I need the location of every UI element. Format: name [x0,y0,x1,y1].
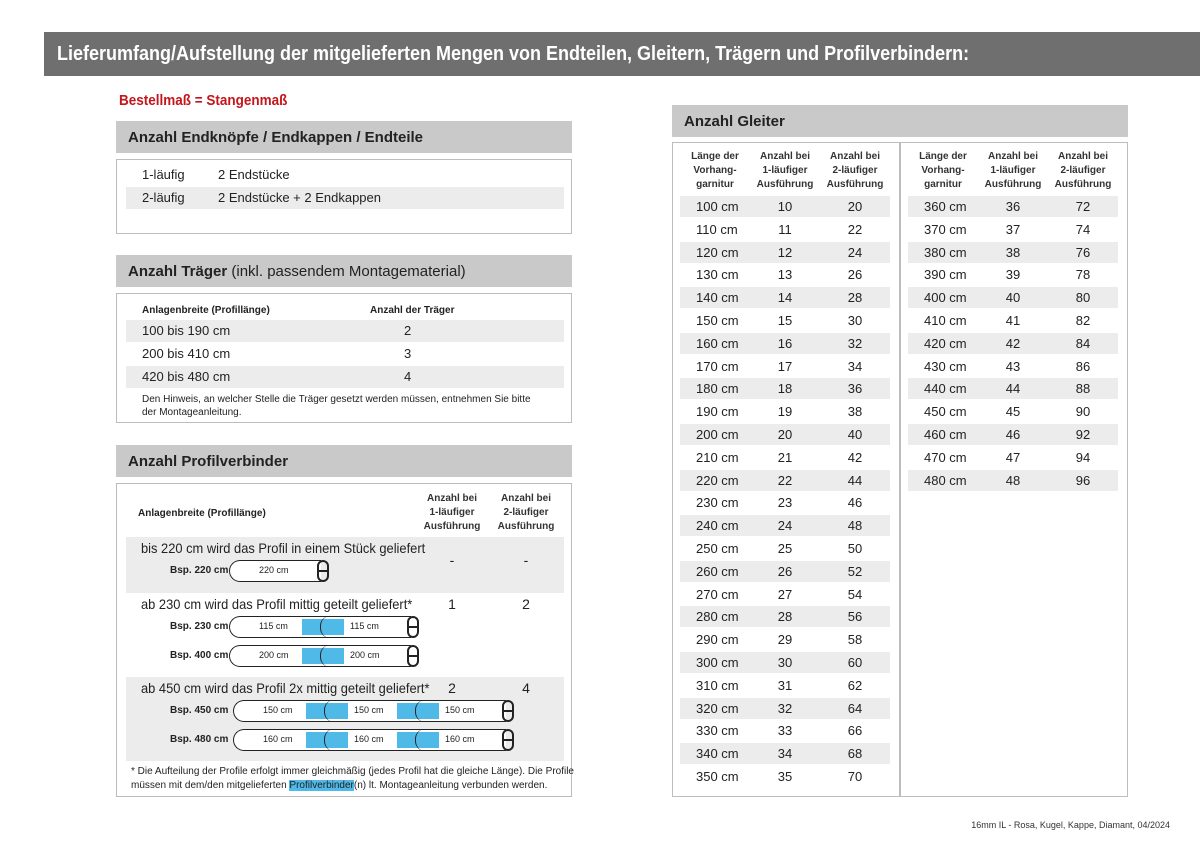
count-2: 24 [847,244,863,260]
col-header: Anlagenbreite (Profillänge) [142,305,270,316]
gleiter-row [680,606,890,627]
length: 190 cm [696,404,739,420]
length: 400 cm [924,290,967,306]
count-2: 68 [847,746,863,762]
count-2: 56 [847,609,863,625]
count-1: 37 [1005,221,1021,237]
col-header-line: 2-läufiger [1060,165,1106,176]
profile-length: 160 cm [445,734,475,744]
col-header: Anlagenbreite (Profillänge) [138,508,266,519]
col-header [1046,150,1120,192]
example-label: Bsp. 450 cm [170,705,229,716]
count-2: 46 [847,495,863,511]
count-1: 21 [777,449,793,465]
length: 300 cm [696,655,739,670]
gleiter-row [908,356,1118,377]
gleiter-row [680,766,890,787]
length: 480 cm [924,472,967,488]
col-header-line: Länge der [691,151,739,162]
length: 290 cm [696,632,739,648]
count-1: 10 [777,199,793,214]
col-header-line: Anzahl bei [759,151,810,162]
count-2: 82 [1075,313,1091,328]
gleiter-row [680,424,890,445]
length: 340 cm [696,746,739,762]
count-2: 88 [1075,381,1091,397]
gleiter-row [680,538,890,559]
gleiter-row [680,196,890,217]
length: 390 cm [924,267,967,283]
col-header-line: Anzahl bei [829,151,880,162]
gleiter-row [680,652,890,673]
count-1: 22 [777,472,793,488]
gleiter-row [680,356,890,377]
group-count-2: - [523,552,529,568]
col-header-line: 1-läufiger [762,165,808,176]
col-header-line: Vorhang- [693,165,737,176]
count-2: 86 [1075,358,1091,374]
count-1: 29 [777,632,793,648]
col-header-line: Ausführung [826,179,884,190]
page-title: Lieferumfang/Aufstellung der mitgelieferten Mengen von Endteilen, Gleitern, Trägern und Profilverbindern: [57,43,970,65]
count-1: 19 [777,404,793,420]
heading-suffix: (inkl. passendem Montagematerial) [231,263,466,280]
col-header: 2-läufiger [503,507,549,518]
gleiter-row [680,401,890,422]
gleiter-row [680,470,890,491]
row-count: 2 [404,323,412,338]
length: 360 cm [924,199,967,214]
gleiter-row [908,264,1118,285]
length: 410 cm [924,313,967,328]
profile-length: 150 cm [354,705,384,715]
group-count-1: 2 [448,680,456,696]
count-1: 30 [777,655,793,670]
count-1: 35 [777,769,793,784]
footnote-text: (n) lt. Montageanleitung verbunden werden. [353,780,548,791]
gleiter-row [908,219,1118,240]
count-1: 43 [1005,358,1021,374]
gleiter-row [908,196,1118,217]
col-header-line: Ausführung [756,179,814,190]
gleiter-row [680,333,890,354]
count-2: 62 [847,677,863,693]
col-header-line: Anzahl bei [987,151,1038,162]
count-2: 26 [847,267,863,283]
example-label: Bsp. 400 cm [170,650,229,661]
length: 160 cm [696,335,739,351]
col-header [906,150,980,192]
count-2: 20 [847,199,863,214]
count-2: 22 [847,221,863,237]
group-count-2: 4 [522,680,530,696]
count-1: 16 [777,335,793,351]
count-1: 25 [777,541,793,556]
count-2: 72 [1075,199,1091,214]
footer-text: 16mm IL - Rosa, Kugel, Kappe, Diamant, 04/2024 [971,820,1170,830]
end-cap-line [502,710,514,712]
count-2: 38 [847,404,863,420]
count-2: 80 [1075,290,1091,306]
end-cap-line [502,739,514,741]
profile-length: 150 cm [263,705,293,715]
col-header [678,150,752,192]
gleiter-row [680,675,890,696]
col-header: Anzahl bei [500,493,551,504]
gleiter-row [680,698,890,719]
length: 240 cm [696,518,739,534]
count-1: 31 [777,677,793,693]
col-header: Anzahl der Träger [370,305,455,316]
count-1: 48 [1005,472,1021,488]
length: 250 cm [696,541,739,556]
row-range: 200 bis 410 cm [142,346,231,361]
col-header [748,150,822,192]
count-2: 96 [1075,472,1091,488]
col-header: Ausführung [423,521,481,532]
count-1: 20 [777,427,793,442]
count-2: 58 [847,632,863,648]
count-2: 60 [847,655,863,670]
count-1: 40 [1005,290,1021,306]
count-2: 94 [1075,449,1091,465]
count-1: 32 [777,700,793,716]
count-2: 36 [847,381,863,397]
profile-length: 200 cm [350,650,380,660]
length: 130 cm [696,267,739,283]
row-range: 420 bis 480 cm [142,369,231,384]
length: 120 cm [696,244,739,260]
count-2: 48 [847,518,863,534]
count-2: 42 [847,449,863,465]
count-1: 45 [1005,404,1021,420]
length: 440 cm [924,381,967,397]
profile-length: 160 cm [354,734,384,744]
count-1: 44 [1005,381,1021,397]
count-1: 38 [1005,244,1021,260]
length: 170 cm [696,358,739,374]
gleiter-row [908,287,1118,308]
traeger-note: Den Hinweis, an welcher Stelle die Träger gesetzt werden müssen, entnehmen Sie bitte [142,394,531,405]
count-1: 42 [1005,335,1021,351]
length: 280 cm [696,609,739,625]
col-header-line: garnitur [696,179,734,190]
length: 140 cm [696,290,739,306]
col-header-line: Länge der [919,151,967,162]
gleiter-row [680,378,890,399]
count-2: 70 [847,769,863,784]
count-2: 40 [847,427,863,442]
endteile-heading: Anzahl Endknöpfe / Endkappen / Endteile [116,121,572,153]
count-2: 50 [847,541,863,556]
length: 350 cm [696,769,739,784]
count-2: 66 [847,723,863,739]
length: 450 cm [924,404,967,420]
profile-length: 150 cm [445,705,475,715]
profile-length: 200 cm [259,650,289,660]
verbinder-heading: Anzahl Profilverbinder [116,445,572,477]
length: 330 cm [696,723,739,739]
count-1: 17 [777,358,793,374]
end-cap-line [407,655,419,657]
count-2: 34 [847,358,863,374]
count-1: 34 [777,746,793,762]
count-1: 23 [777,495,793,511]
group-text: bis 220 cm wird das Profil in einem Stück geliefert [141,540,426,556]
length: 320 cm [696,700,739,716]
example-label: Bsp. 220 cm [170,565,229,576]
gleiter-row [908,424,1118,445]
count-1: 13 [777,267,793,283]
row-range: 100 bis 190 cm [142,323,231,338]
length: 230 cm [696,495,739,511]
count-2: 74 [1075,221,1091,237]
traeger-note: der Montageanleitung. [142,407,242,418]
count-2: 90 [1075,404,1091,420]
count-1: 39 [1005,267,1021,283]
footnote-text: müssen mit dem/den mitgelieferten [131,780,290,791]
count-2: 54 [847,586,863,602]
length: 380 cm [924,244,967,260]
row-label: 2-läufig [142,190,185,205]
gleiter-row [908,470,1118,491]
count-1: 14 [777,290,793,306]
length: 220 cm [696,472,739,488]
col-header: Anzahl bei [426,493,477,504]
end-cap-line [407,626,419,628]
traeger-row [126,366,564,388]
col-header-line: garnitur [924,179,962,190]
gleiter-row [680,561,890,582]
count-2: 28 [847,290,863,306]
traeger-row [126,343,564,365]
gleiter-row [908,401,1118,422]
count-2: 52 [847,563,863,579]
gleiter-row [680,310,890,331]
col-header [818,150,892,192]
footnote-line: * Die Aufteilung der Profile erfolgt immer gleichmäßig (jedes Profil hat die gleiche Länge). Die Profile [131,766,574,777]
group-count-2: 2 [522,596,530,612]
example-label: Bsp. 230 cm [170,621,229,632]
verbinder-footnote [131,765,574,793]
col-header-line: Ausführung [1054,179,1112,190]
count-1: 27 [777,586,793,602]
gleiter-row [680,720,890,741]
col-header-line: Anzahl bei [1057,151,1108,162]
col-header-line: 2-läufiger [832,165,878,176]
count-2: 92 [1075,427,1091,442]
row-count: 3 [404,346,412,361]
group-count-1: - [449,552,455,568]
row-value: 2 Endstücke + 2 Endkappen [218,190,381,205]
gleiter-row [908,447,1118,468]
length: 270 cm [696,586,739,602]
length: 310 cm [696,677,739,693]
count-2: 84 [1075,335,1091,351]
count-1: 12 [777,244,793,260]
length: 150 cm [696,313,739,328]
length: 200 cm [696,427,739,442]
count-2: 32 [847,335,863,351]
endteile-row [126,164,564,186]
group-text: ab 450 cm wird das Profil 2x mittig geteilt geliefert* [141,680,430,696]
profile-length: 115 cm [350,621,379,631]
endteile-row [126,187,564,209]
traeger-heading [116,255,572,287]
count-1: 11 [778,221,792,237]
gleiter-row [680,242,890,263]
length: 370 cm [924,221,967,237]
end-cap-line [317,570,329,572]
group-text: ab 230 cm wird das Profil mittig geteilt geliefert* [141,596,413,612]
count-1: 26 [777,563,793,579]
count-2: 64 [847,700,863,716]
profile-length: 115 cm [259,621,288,631]
length: 430 cm [924,358,967,374]
order-note: Bestellmaß = Stangenmaß [119,92,288,109]
col-header: Ausführung [497,521,555,532]
count-1: 18 [777,381,793,397]
gleiter-divider [899,142,901,797]
count-2: 30 [847,313,863,328]
gleiter-row [680,629,890,650]
row-value: 2 Endstücke [218,167,290,182]
gleiter-row [908,333,1118,354]
gleiter-row [680,219,890,240]
length: 470 cm [924,449,967,465]
length: 100 cm [696,199,739,214]
count-1: 24 [777,518,793,534]
row-count: 4 [404,369,412,384]
traeger-row [126,320,564,342]
col-header: 1-läufiger [429,507,475,518]
gleiter-row [680,287,890,308]
col-header-line: Vorhang- [921,165,965,176]
count-2: 78 [1075,267,1091,283]
group-count-1: 1 [448,596,456,612]
count-2: 44 [847,472,863,488]
gleiter-row [680,743,890,764]
gleiter-row [680,515,890,536]
gleiter-row [680,492,890,513]
profile-length: 160 cm [263,734,293,744]
gleiter-heading: Anzahl Gleiter [672,105,1128,137]
col-header-line: Ausführung [984,179,1042,190]
heading-text: Anzahl Träger [128,263,228,280]
count-1: 33 [777,723,793,739]
gleiter-row [680,447,890,468]
count-1: 47 [1005,449,1021,465]
count-2: 76 [1075,244,1091,260]
count-1: 41 [1005,313,1021,328]
footnote-highlight: Profilverbinder [289,780,354,791]
gleiter-row [908,242,1118,263]
length: 260 cm [696,563,739,579]
length: 210 cm [696,449,739,465]
profile-length: 220 cm [259,565,289,575]
count-1: 15 [777,313,793,328]
example-label: Bsp. 480 cm [170,734,229,745]
gleiter-row [908,378,1118,399]
gleiter-row [908,310,1118,331]
length: 420 cm [924,335,967,351]
col-header [976,150,1050,192]
length: 460 cm [924,427,967,442]
gleiter-row [680,584,890,605]
count-1: 46 [1005,427,1021,442]
count-1: 36 [1005,199,1021,214]
gleiter-row [680,264,890,285]
row-label: 1-läufig [142,167,185,182]
length: 180 cm [696,381,739,397]
col-header-line: 1-läufiger [990,165,1036,176]
length: 110 cm [696,221,738,237]
page-title-bar [44,32,1200,76]
count-1: 28 [777,609,793,625]
